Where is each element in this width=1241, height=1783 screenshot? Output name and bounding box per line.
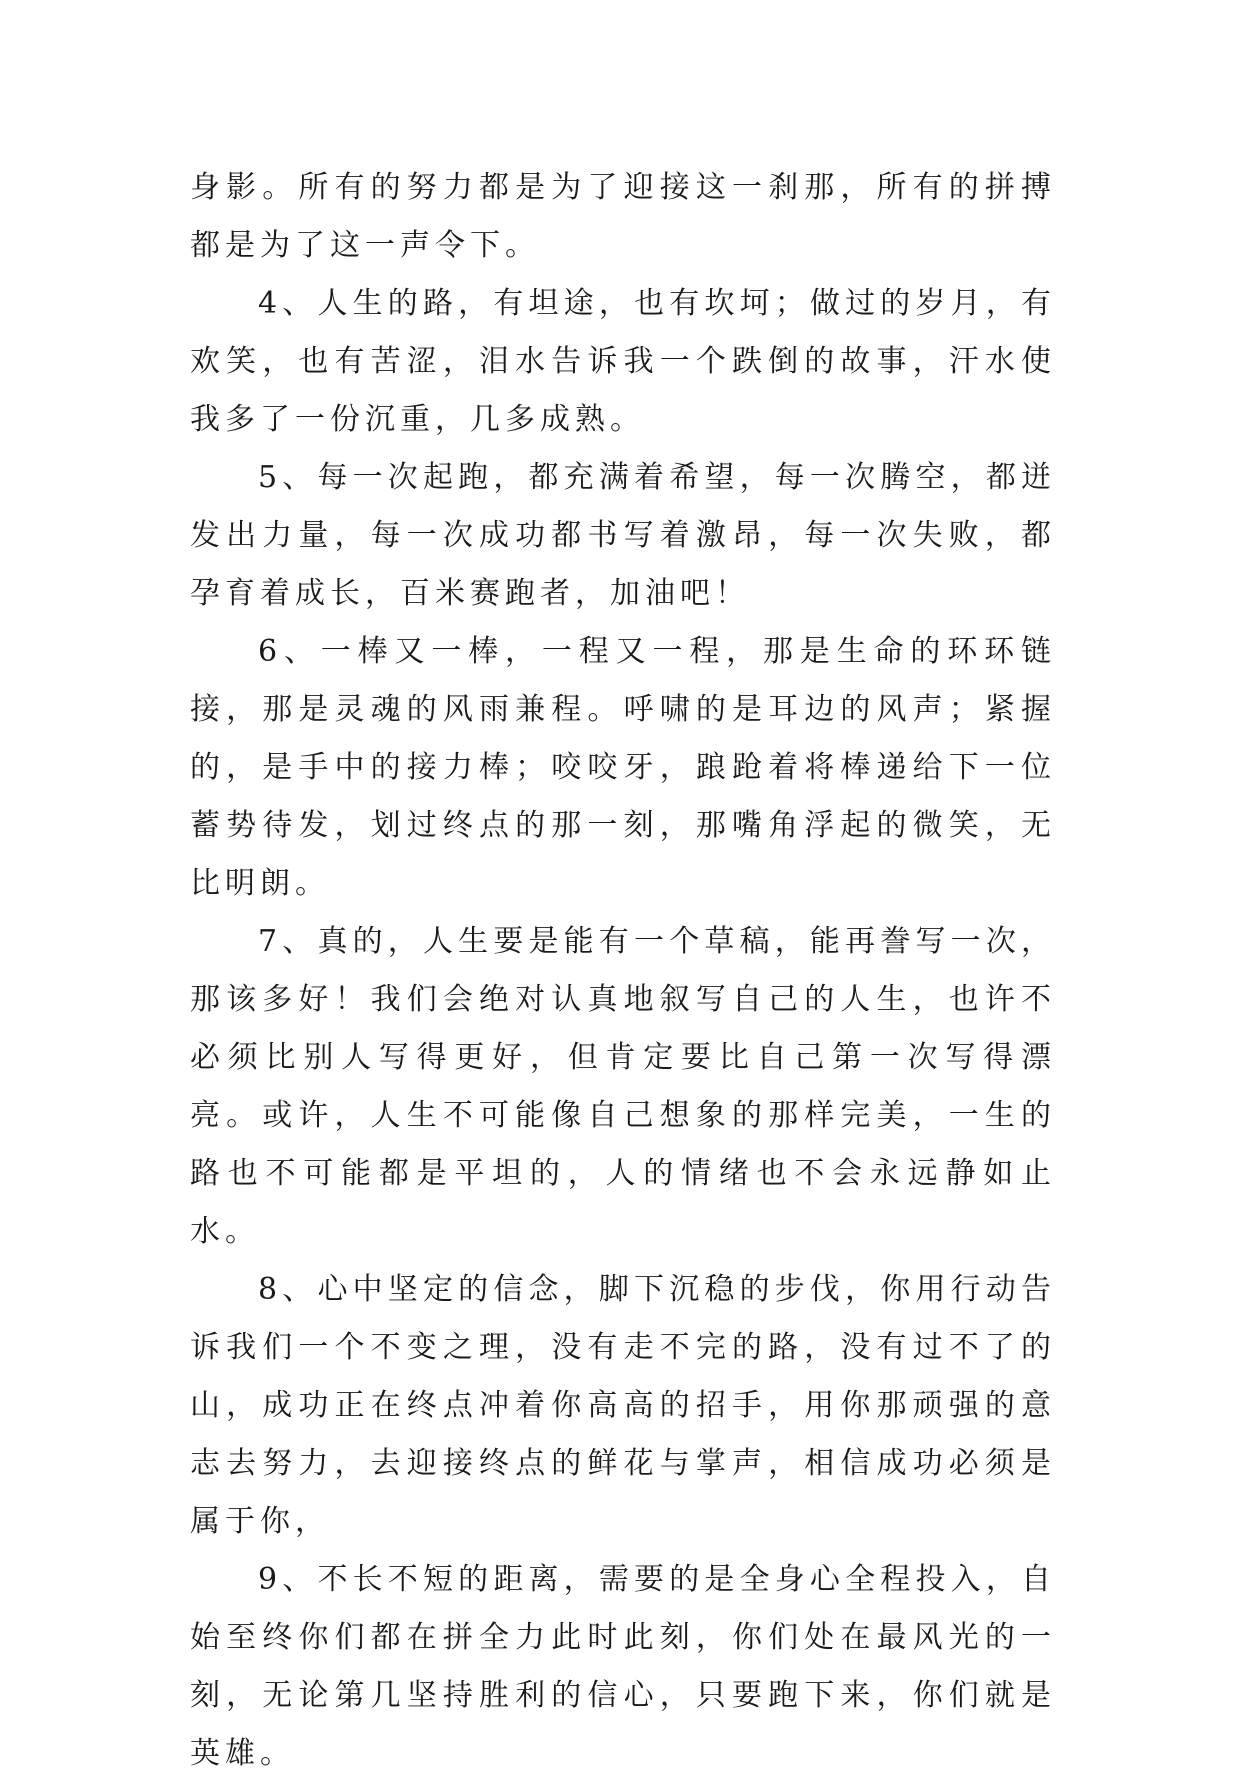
paragraph-item-4: 4、人生的路，有坦途，也有坎坷；做过的岁月，有欢笑，也有苦涩，泪水告诉我一个跌倒的故事，汗水使我多了一份沉重，几多成熟。 xyxy=(190,286,1056,437)
paragraph-item-9: 9、不长不短的距离，需要的是全身心全程投入，自始至终你们都在拼全力此时此刻，你们处在最风光的一刻，无论第几坚持胜利的信心，只要跑下来，你们就是英雄。 xyxy=(190,1562,1056,1771)
paragraph-item-6: 6、一棒又一棒，一程又一程，那是生命的环环链接，那是灵魂的风雨兼程。呼啸的是耳边的风声；紧握的，是手中的接力棒；咬咬牙，踉跄着将棒递给下一位蓄势待发，划过终点的那一刻，那嘴角浮起的微笑，无比明朗。 xyxy=(190,634,1056,901)
paragraph-item-5: 5、每一次起跑，都充满着希望，每一次腾空，都迸发出力量，每一次成功都书写着激昂，每一次失败，都孕育着成长，百米赛跑者，加油吧！ xyxy=(190,460,1056,611)
paragraph-item-8: 8、心中坚定的信念，脚下沉稳的步伐，你用行动告诉我们一个不变之理，没有走不完的路，没有过不了的山，成功正在终点冲着你高高的招手，用你那顽强的意志去努力，去迎接终点的鲜花与掌声，相信成功必须是属于你， xyxy=(190,1272,1056,1539)
paragraph-item-7: 7、真的，人生要是能有一个草稿，能再誊写一次，那该多好！我们会绝对认真地叙写自己的人生，也许不必须比别人写得更好，但肯定要比自己第一次写得漂亮。或许，人生不可能像自己想象的那样完美，一生的路也不可能都是平坦的，人的情绪也不会永远静如止水。 xyxy=(190,924,1056,1249)
paragraph-continuation: 身影。所有的努力都是为了迎接这一刹那，所有的拼搏都是为了这一声令下。 xyxy=(190,170,1056,263)
document-body xyxy=(190,159,1056,1783)
